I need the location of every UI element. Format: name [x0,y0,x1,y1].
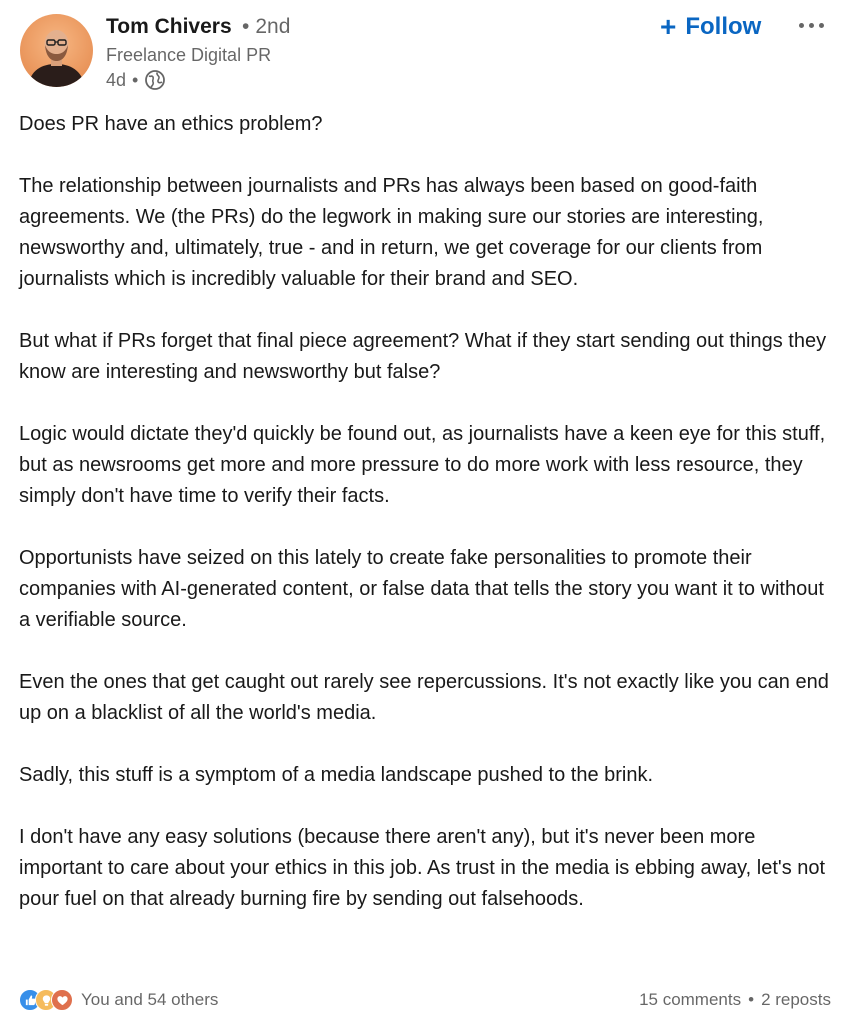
post-paragraph: Does PR have an ethics problem? [19,113,323,135]
plus-icon: + [660,11,677,42]
post-paragraph: Even the ones that get caught out rarely see repercussions. It's not exactly like you can end up on a blacklist of all the world's media. [19,671,829,724]
post-timestamp[interactable]: 4d [106,69,127,90]
love-icon [51,989,73,1011]
follow-label: Follow [685,13,762,40]
post-paragraph: Opportunists have seized on this lately to create fake personalities to promote their companies with AI-generated content, or false data that tells the story you want it to without a verifiable source. [19,547,824,631]
reposts-count-link[interactable]: 2 reposts [761,990,831,1009]
engagement-counts [639,990,831,1010]
degree-separator: • [242,15,250,38]
avatar-image [20,14,93,87]
post-paragraph: I don't have any easy solutions (because there aren't any), but it's never been more important to care about your ethics in this job. As trust in the media is ebbing away, let's not pour fuel on that already burning fire by sending out falsehoods. [19,826,826,910]
follow-button[interactable] [660,8,761,46]
post-paragraph: The relationship between journalists and PRs has always been based on good-faith agreements. We (the PRs) do the legwork in making sure our stories are interesting, newsworthy and, ultimately, true - and in return, we get coverage for our clients from journalists which is incredibly valuable for their brand and SEO. [19,175,764,290]
reaction-icons [19,989,73,1011]
author-name[interactable]: Tom Chivers [106,15,232,38]
reactions-count: You and 54 others [81,990,219,1009]
post-paragraph: Sadly, this stuff is a symptom of a media landscape pushed to the brink. [19,764,654,786]
globe-icon [144,69,166,91]
post-text [19,109,831,915]
ellipsis-icon [819,23,824,28]
connection-degree [242,15,290,39]
post-paragraph: Logic would dictate they'd quickly be found out, as journalists have a keen eye for this stuff, but as newsrooms get more and more pressure to do more work with less resource, they simply don't have time to verify their facts. [19,423,826,507]
post-paragraph: But what if PRs forget that final piece agreement? What if they start sending out things they know are interesting and newsworthy but false? [19,330,827,383]
author-avatar[interactable] [20,14,93,87]
reactions-summary[interactable] [19,989,218,1011]
count-separator: • [748,990,755,1009]
comments-count-link[interactable]: 15 comments [639,990,742,1009]
more-options-button[interactable] [792,12,830,38]
meta-separator: • [132,69,139,90]
ellipsis-icon [809,23,814,28]
social-counts [19,985,831,1015]
degree-label: 2nd [255,15,291,38]
ellipsis-icon [799,23,804,28]
author-headline: Freelance Digital PR [106,45,272,65]
post-meta [106,69,166,91]
